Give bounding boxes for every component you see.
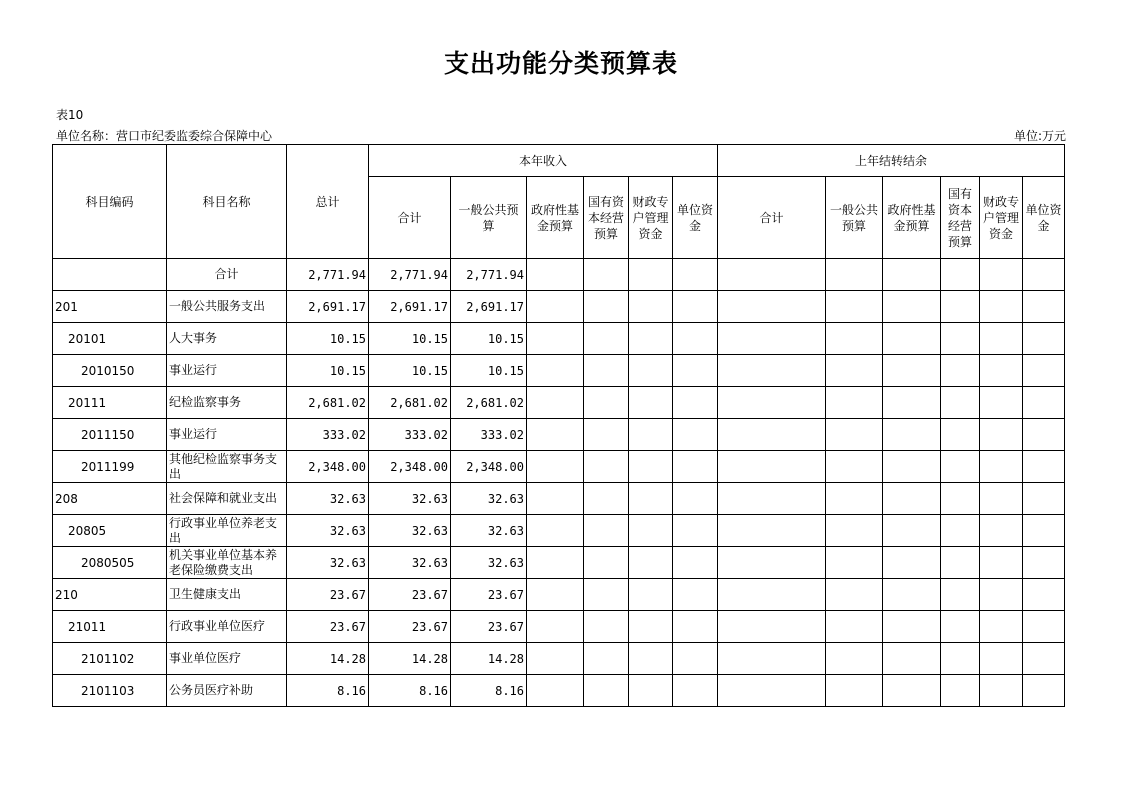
cell [584,291,629,323]
table-row [53,675,1065,707]
cell [1023,515,1065,547]
cell [980,515,1023,547]
cell [584,643,629,675]
cell [826,515,883,547]
cell [980,291,1023,323]
cell [1023,451,1065,483]
row-name: 事业运行 [167,355,287,387]
cell [673,611,718,643]
cell [1023,579,1065,611]
cell [629,579,673,611]
table-row [53,579,1065,611]
header-cur-gov-fund: 政府性基金预算 [527,177,584,259]
cell [826,259,883,291]
row-total: 10.15 [287,355,369,387]
page-title: 支出功能分类预算表 [443,49,678,78]
cell [883,355,941,387]
cell [883,675,941,707]
cell [718,675,826,707]
cell [527,515,584,547]
row-name: 事业单位医疗 [167,643,287,675]
cell [980,355,1023,387]
row-cur-general: 8.16 [451,675,527,707]
row-cur-total: 10.15 [369,355,451,387]
cell [941,419,980,451]
cell [584,387,629,419]
row-cur-total: 32.63 [369,515,451,547]
header-cur-general: 一般公共预算 [451,177,527,259]
cell [1023,323,1065,355]
cell [883,483,941,515]
cell [826,579,883,611]
cell [527,483,584,515]
cell [584,483,629,515]
header-prior-general: 一般公共预算 [826,177,883,259]
row-code: 2101103 [53,675,167,707]
table-row [53,387,1065,419]
row-total: 23.67 [287,611,369,643]
cell [941,483,980,515]
cell [584,611,629,643]
cell [941,355,980,387]
row-total: 333.02 [287,419,369,451]
row-cur-general: 32.63 [451,515,527,547]
cell [941,259,980,291]
cell [673,291,718,323]
cell [941,451,980,483]
row-cur-general: 14.28 [451,643,527,675]
row-code: 2011150 [53,419,167,451]
cell [883,643,941,675]
row-total: 14.28 [287,643,369,675]
row-name: 一般公共服务支出 [167,291,287,323]
cell [673,387,718,419]
cell [629,451,673,483]
header-current-income: 本年收入 [369,145,718,177]
row-name: 社会保障和就业支出 [167,483,287,515]
row-cur-general: 10.15 [451,355,527,387]
table-row [53,547,1065,579]
cell [673,547,718,579]
row-name: 人大事务 [167,323,287,355]
table-row [53,483,1065,515]
cell [980,611,1023,643]
cell [826,611,883,643]
table-body [53,259,1065,707]
cell [883,451,941,483]
row-total: 2,691.17 [287,291,369,323]
header-cur-total: 合计 [369,177,451,259]
cell [941,515,980,547]
cell [584,515,629,547]
cell [629,675,673,707]
cell [883,579,941,611]
cell [980,483,1023,515]
cell [1023,387,1065,419]
cell [718,387,826,419]
cell [1023,259,1065,291]
cell [673,323,718,355]
row-total: 2,681.02 [287,387,369,419]
cell [826,483,883,515]
cell [629,387,673,419]
cell [883,515,941,547]
row-code: 20805 [53,515,167,547]
header-total: 总计 [287,145,369,259]
cell [629,291,673,323]
cell [718,451,826,483]
cell [673,419,718,451]
header-prior-carryover: 上年结转结余 [718,145,1065,177]
cell [584,579,629,611]
cell [883,323,941,355]
cell [1023,547,1065,579]
row-total: 8.16 [287,675,369,707]
row-name: 公务员医疗补助 [167,675,287,707]
cell [629,611,673,643]
unit-name: 单位名称：营口市纪委监委综合保障中心 [56,129,273,143]
cell [673,675,718,707]
cell [980,323,1023,355]
row-cur-total: 32.63 [369,547,451,579]
cell [980,675,1023,707]
cell [826,547,883,579]
cell [718,259,826,291]
cell [826,643,883,675]
cell [718,579,826,611]
row-name: 机关事业单位基本养老保险缴费支出 [167,547,287,579]
budget-table [52,144,1065,707]
row-code: 2101102 [53,643,167,675]
header-cur-special-account: 财政专户管理资金 [629,177,673,259]
cell [1023,643,1065,675]
cell [1023,611,1065,643]
row-code: 21011 [53,611,167,643]
cell [980,259,1023,291]
row-cur-total: 333.02 [369,419,451,451]
row-cur-general: 2,691.17 [451,291,527,323]
row-code: 20111 [53,387,167,419]
row-code: 20101 [53,323,167,355]
row-cur-general: 2,771.94 [451,259,527,291]
row-cur-general: 2,681.02 [451,387,527,419]
row-cur-total: 8.16 [369,675,451,707]
cell [941,611,980,643]
cell [527,547,584,579]
row-cur-general: 32.63 [451,483,527,515]
row-total: 2,348.00 [287,451,369,483]
cell [527,611,584,643]
cell [629,643,673,675]
cell [673,643,718,675]
row-cur-general: 333.02 [451,419,527,451]
cell [527,675,584,707]
cell [883,419,941,451]
row-cur-total: 2,771.94 [369,259,451,291]
cell [629,515,673,547]
cell [883,547,941,579]
cell [980,419,1023,451]
cell [941,643,980,675]
cell [826,419,883,451]
row-cur-total: 23.67 [369,579,451,611]
cell [941,323,980,355]
cell [941,547,980,579]
row-code: 208 [53,483,167,515]
row-code: 2011199 [53,451,167,483]
header-prior-total: 合计 [718,177,826,259]
table-row [53,515,1065,547]
cell [629,419,673,451]
cell [527,643,584,675]
row-total: 32.63 [287,547,369,579]
row-total: 32.63 [287,515,369,547]
cell [826,387,883,419]
cell [673,483,718,515]
cell [718,355,826,387]
table-row [53,451,1065,483]
cell [718,643,826,675]
header-prior-gov-fund: 政府性基金预算 [883,177,941,259]
cell [883,611,941,643]
cell [584,259,629,291]
row-name: 行政事业单位养老支出 [167,515,287,547]
cell [527,451,584,483]
row-cur-total: 2,681.02 [369,387,451,419]
unit-label: 单位:万元 [1013,129,1066,143]
cell [629,259,673,291]
cell [826,451,883,483]
cell [629,323,673,355]
row-total: 32.63 [287,483,369,515]
row-name: 其他纪检监察事务支出 [167,451,287,483]
header-name: 科目名称 [167,145,287,259]
header-prior-unit-fund: 单位资金 [1023,177,1065,259]
table-row [53,291,1065,323]
row-cur-general: 23.67 [451,611,527,643]
table-row [53,259,1065,291]
cell [629,483,673,515]
cell [826,355,883,387]
table-row [53,611,1065,643]
cell [527,419,584,451]
cell [980,387,1023,419]
cell [629,547,673,579]
row-name: 卫生健康支出 [167,579,287,611]
header-prior-state-capital: 国有资本经营预算 [941,177,980,259]
cell [673,259,718,291]
cell [584,323,629,355]
cell [718,483,826,515]
header-cur-unit-fund: 单位资金 [673,177,718,259]
cell [527,579,584,611]
cell [673,579,718,611]
row-code: 2080505 [53,547,167,579]
cell [584,547,629,579]
header-prior-special-account: 财政专户管理资金 [980,177,1023,259]
cell [584,355,629,387]
table-number: 表10 [56,108,84,122]
cell [718,547,826,579]
cell [527,259,584,291]
cell [673,515,718,547]
cell [883,387,941,419]
row-total: 2,771.94 [287,259,369,291]
table-row [53,643,1065,675]
cell [980,547,1023,579]
cell [673,451,718,483]
row-name: 合计 [167,259,287,291]
row-code: 210 [53,579,167,611]
cell [1023,483,1065,515]
cell [527,355,584,387]
cell [527,323,584,355]
cell [1023,675,1065,707]
row-cur-total: 32.63 [369,483,451,515]
cell [527,387,584,419]
row-name: 纪检监察事务 [167,387,287,419]
cell [883,259,941,291]
table-row [53,355,1065,387]
row-code: 201 [53,291,167,323]
row-cur-total: 14.28 [369,643,451,675]
cell [980,643,1023,675]
row-cur-total: 10.15 [369,323,451,355]
cell [1023,291,1065,323]
cell [826,675,883,707]
cell [826,291,883,323]
cell [584,675,629,707]
row-total: 23.67 [287,579,369,611]
cell [941,291,980,323]
header-cur-state-capital: 国有资本经营预算 [584,177,629,259]
cell [718,291,826,323]
cell [718,419,826,451]
cell [629,355,673,387]
cell [980,579,1023,611]
cell [941,675,980,707]
table-row [53,419,1065,451]
row-cur-general: 23.67 [451,579,527,611]
cell [673,355,718,387]
cell [826,323,883,355]
cell [718,323,826,355]
row-cur-general: 10.15 [451,323,527,355]
cell [1023,355,1065,387]
cell [1023,419,1065,451]
row-cur-total: 23.67 [369,611,451,643]
cell [584,451,629,483]
row-cur-total: 2,691.17 [369,291,451,323]
row-total: 10.15 [287,323,369,355]
cell [980,451,1023,483]
cell [883,291,941,323]
table-row [53,323,1065,355]
cell [718,515,826,547]
cell [527,291,584,323]
row-cur-general: 2,348.00 [451,451,527,483]
cell [941,387,980,419]
cell [584,419,629,451]
header-code: 科目编码 [53,145,167,259]
cell [941,579,980,611]
row-name: 事业运行 [167,419,287,451]
row-code: 2010150 [53,355,167,387]
row-cur-general: 32.63 [451,547,527,579]
cell [718,611,826,643]
row-code [53,259,167,291]
row-cur-total: 2,348.00 [369,451,451,483]
row-name: 行政事业单位医疗 [167,611,287,643]
